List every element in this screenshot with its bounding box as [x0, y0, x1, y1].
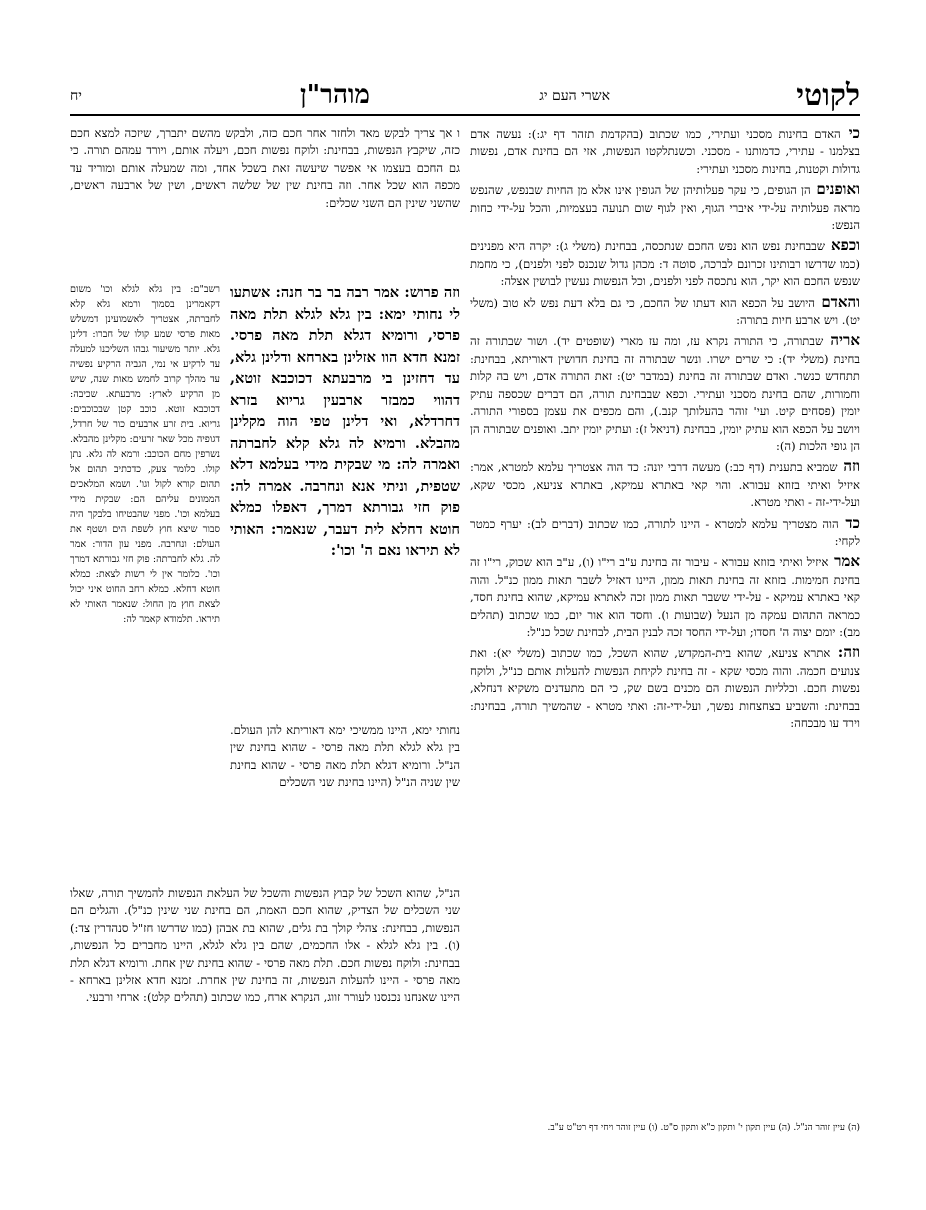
- paragraph-text: הן הגופים, כי עקר פעלותיהן של הגופין אינו אלא מן החיות שבנפש, שהנפש מראה פעלותיה על-ידי איברי הגוף, ואין לגוף שום תנועה בעצמיות, והכל על-ידי כחות הנפש:: [470, 183, 860, 233]
- right-column: [470, 125, 860, 1125]
- left-top-paragraph: [70, 125, 460, 250]
- paragraph-lead-word: כי: [840, 125, 860, 142]
- right-paragraph: [470, 515, 860, 551]
- explanation-continued: [70, 885, 460, 1110]
- paragraph-lead-word: והאדם: [814, 292, 860, 311]
- right-paragraph: [470, 181, 860, 234]
- paragraph-lead-word: כד: [838, 513, 860, 532]
- book-title: מוהר"ן: [300, 80, 370, 110]
- paragraph-lead-word: וזה: [837, 457, 860, 476]
- paragraph-text: האדם בחינות מסכני ועתירי, כמו שכתוב (בהקדמת תזהר דף יג:): נעשה אדם בצלמנו - עתירי, כדמותנו - מסכני. וכשנתלקטו הנפשות, אזי הם בחינת אדם, נפשות גדולות וקטנות, בחינות מסכני ועתירי:: [470, 127, 860, 176]
- talmud-quote: [230, 282, 460, 722]
- book-name: לקוטי: [796, 78, 860, 113]
- right-paragraph: [470, 125, 860, 178]
- paragraph-text: שבבחינת נפש הוא נפש החכם שנתכסה, בבחינת (משלי ג): יקרה היא מפנינים (כמו שדרשו רבותינו זכרונם לברכה, סוטה ד: מכהן גדול שנכנס לפני ולפנים), כי מחמת שנפש החכם הוא יקר, הוא נתכסה לפני ולפנים, וכל הנפשות נעשין לבושין אצלה:: [470, 239, 860, 289]
- paragraph-text: היושב על הכפא הוא דעתו של החכם, כי גם בלא דעת נפש לא טוב (משלי יט). ויש ארבע חיות בתורה:: [470, 295, 860, 328]
- talmud-quote-lead: וזה פרוש: אמר רבה בר בר: [307, 284, 460, 301]
- paragraph-lead-word: אריה: [823, 331, 860, 350]
- right-paragraph: [470, 237, 860, 290]
- explanation-continued-text: הנ"ל, שהוא השכל של קבוץ הנפשות והשכל של העלאת הנפשות להמשיך תורה, שאלו שני השכלים של הצדיק, שהוא חכם האמת, הם בחינת שני שינין כנ"ל). והגלים הם הנפשות, בבחינת: צהלי קולך בת גלים, שהוא בת אבהן (כמו שדרשו חז"ל סנהדרין צד:) (ו). בין גלא לגלא - אלו החכמים, שהם בין גלא לגלא, היינו מחברים כל הנפשות, בבחינת: ולוקח נפשות חכם. תלת מאה פרסי - שהוא בחינת שין אחת. ורומיא דגלא תלת מאה פרסי - היינו להעלות הנפשות, זה בחינת שין אחרת. זמנא חדא אזלינן בארחא - היינו שאנחנו נכנסנו לעורר זווג, הנקרא ארח, כמו שכתוב (תהלים קלט): ארחי ורבעי.: [70, 886, 460, 1005]
- right-paragraph: [470, 553, 860, 641]
- page-header: [70, 78, 860, 116]
- footnote-text: (ה) עיין זוהר הנ"ל. (ה) עיין תקון י' ותקון כ"א ותקון ס"ט. (ו) עיין זוהר ויחי דף רט"ט ע"ב.: [547, 1123, 860, 1133]
- rashbam-commentary: [70, 282, 220, 882]
- explanation-text: נחותי ימא, היינו ממשיכי ימא דאוריתא להן העולם. בין גלא לגלא תלת מאה פרסי - שהוא בחינת שין הנ"ל. ורומיא דגלא תלת מאה פרסי - שהוא בחינת שין שניה הנ"ל (היינו בחינת שני השכלים: [230, 723, 460, 790]
- paragraph-text: שמביא בתענית (דף כב:) מעשה דרבי יונה: כד הוה אצטריך עלמא למטרא, אמר: איזיל ואיתי בזוזא עבורא. והוי קאי באתרא עמיקא, באתרא צניעא, מכסי שקא, ועל-ידי-זה - ואתי מטרא.: [470, 460, 860, 510]
- talmud-quote-text: חנה: אשתעו לי נחותי ימא: בין גלא לגלא תלת מאה פרסי, ורומיא דגלא תלת מאה פרסי. זמנא חדא הוו אזלינן בארחא ודלינן גלא, עד דחזינן בי מרבעתא דכוכבא זוטא, דהווי כמבזר ארבעין גריוא בזרא דחרדלא, ואי דלינן טפי הוה מקלינן מהבלא. ורמיא לה גלא קלא לחברתה ואמרה לה: מי שבקית מידי בעלמא דלא שטפית, וניתי אנא ונחרבה. אמרה לה: פוק חזי גבורתא דמרך, דאפלו כמלא חוטא דחלא לית דעבר, שנאמר: האותי לא תיראו נאם ה' וכו':: [230, 284, 460, 559]
- right-paragraph: [470, 294, 860, 330]
- paragraph-lead-word: ואופנים: [810, 180, 860, 199]
- paragraph-lead-word: וזה:: [830, 643, 860, 662]
- page-number: יח: [70, 88, 82, 104]
- explanation-start: [230, 722, 460, 882]
- paragraph-text: אתרא צניעא, שהוא בית-המקדש, שהוא השכל, כמו שכתוב (משלי יא): ואת צנועים חכמה. והוה מכסי שקא - זה בחינת לקיחת הנפשות להעלות אותם כנ"ל, ולוקח נפשות חכם. וכלליות הנפשות הם מכנים בשם שק, כי הם מתעדנים משקיא דנחלא, בבחינת: והשביע בצחצחות נפשך, ועל-ידי-זה: ואתי מטרא - שהמשיך תורה, בבחינת: וירד עו מבכחה:: [470, 646, 860, 730]
- paragraph-text: איזיל ואיתי בזוזא עבורא - עיבור זה בחינת ע"ב רי"ו (ו), ע"ב הוא שכוק, רי"ו זה בחינת חמימות. בזוזא זה בחינת תאות ממון, היינו דאזיל לשבר תאות ממון כנ"ל. והוה קאי באתרא עמיקא - על-ידי ששבר תאות ממון זכה לאתרא עמיקא, שהוא בחינת חסד, כמראה התהום עמקה מן הנעל (שבועות ו). וחסד הוא אור יום, כמו שכתוב (תהלים מב): יומם יצוה ה' חסדו; ועל-ידי החסד זכה לבנין הבית, לבחינת שכל כנ"ל:: [470, 555, 860, 639]
- paragraph-lead-word: וכפא: [824, 236, 860, 255]
- paragraph-lead-word: אמר: [828, 552, 860, 571]
- right-paragraph: [470, 644, 860, 732]
- paragraph-text: הוה מצטריך עלמא למטרא - היינו לתורה, כמו שכתוב (דברים לב): יערף כמטר לקחי:: [470, 516, 860, 548]
- paragraph-text: שבתורה, כי התורה נקרא עז, ומה עז מארי (שופטים יד). ושור שבתורה זה בחינת (משלי יד): כי שרים ישרו. ונשר שבתורה זה בחינת חדושין דאוריתא, בבחינת: תתחדש כנשר. ואדם שבתורה זה בחינת (במדבר יט): זאת התורה אדם, ויש בה קלות וחמורות, שהם בחינת מסכני ועתירי. וכפא שבבחינת תורה, הם דברים שכספה עתיק יומין (פסחים קיט. ועי' זוהר בהעלותך קנב.), והם מכפים את עצמן בספורי התורה. ויושב על הכפא הוא עתיק יומין, בבחינת (דניאל ז): ועתיק יומין יתב. ואופנים שבתורה הן הן גופי הלכות (ה):: [470, 334, 860, 453]
- rashbam-text: רשב"ם: בין גלא לגלא וכו' משום דקאמרינן בסמוך ורמא גלא קלא לחברתה, אצטריך לאשמועינן דמשלש מאות פרסי שמע קולו של חברו: דלינן גלא. יותר משיעור גבהו השליכנו למעלה עד לרקיע אי נמי, הגביה הרקיע נפשיה עד מהלך קרוב לחמש מאות שנה, שיש מן הרקיע לארץ: מרבעתא. שכיבה: דכוכבא זוטא. כוכב קטן שבכוכבים: גריוא. בית זרע ארבעים כור של חרדל, דגופיה מכל שאר זרעים: מקלינן מהבלא. נשרפין מחם הכוכב: ורמא לה גלא. נתן קולו. כלומר צעק, כדכתיב תהום אל תהום קורא לקול וגו'. ושמא המלאכים הממונים עליהם הם: שבקית מידי בעלמא וכו'. מפני שהבטיחו בלבקך היה סבור שיצא חוץ לשפת הים ושטף את העולם: ונחרבה. מפני עון הדור: אמר לה. גלא לחברתה: פוק חזי גבורתא דמרך וכו'. כלומר אין לי רשות לצאת: כמלא חוטא דחלא. כמלא רחב החוט איני יכול לצאת חוץ מן החול: שנאמר האותי לא תיראו. תלמודא קאמר לה:: [70, 284, 220, 625]
- right-paragraph: [470, 458, 860, 511]
- footnotes: [70, 1122, 860, 1134]
- paragraph-6: ו אך צריך לבקש מאד ולחזר אחר חכם כזה, ולבקש מהשם יתברך, שיזכה למצא חכם כזה, שיקבץ הנפשות, בבחינת: ולוקח נפשות חכם, ויעלה אותם, ויורד עמהם תורה. כי גם החכם בעצמו אי אפשר שיעשה זאת בשכל אחד, ומה שמעלה אותם ומוריד עד מכפה הוא שכל אחר. וזה בחינת שין של שלשה ראשים, ושין של ארבעה ראשים, שהשני שינין הם השני שכלים:: [70, 126, 460, 210]
- section-title: אשרי העם יג: [539, 88, 610, 104]
- right-paragraph: [470, 332, 860, 455]
